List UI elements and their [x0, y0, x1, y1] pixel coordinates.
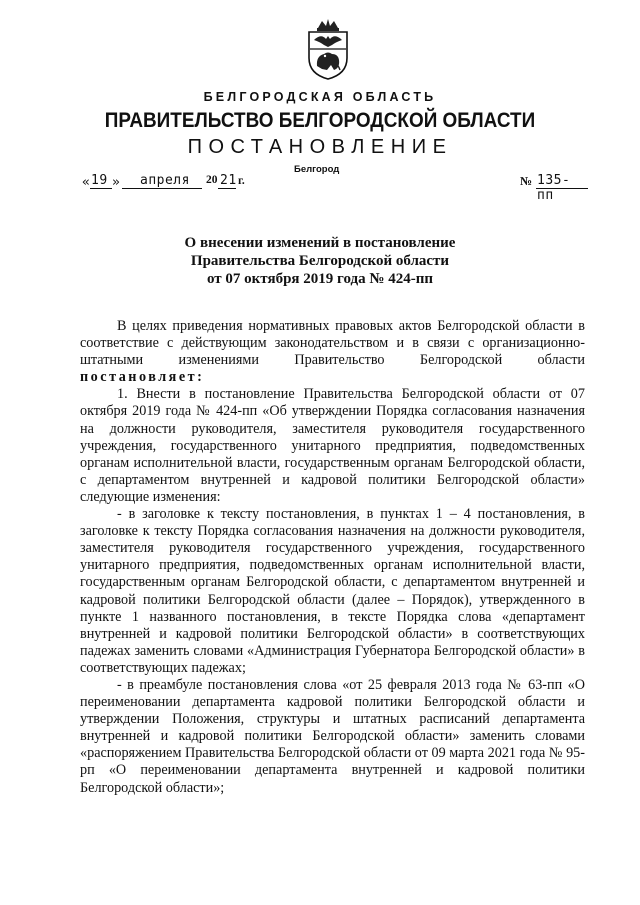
title-line: О внесении изменений в постановление: [184, 235, 456, 251]
document-title: [0, 234, 640, 288]
government-name: ПРАВИТЕЛЬСТВО БЕЛГОРОДСКОЙ ОБЛАСТИ: [104, 108, 536, 132]
resolves-word: постановляет:: [80, 369, 205, 386]
number-prefix: №: [520, 174, 533, 188]
item-paragraph: 1. Внести в постановление Правительства Белгородской области от 07 октября 2019 года № 424-пп «Об утверждении Порядка согласования назначения на должности руководителя, заместителя руководителя государственного учреждения, государственного унитарного предприятия, подведомственных органам исполнительной власти, государственным органам Белгородской области, с департаментом внутренней и кадровой политики Белгородской области» следующие изменения:: [80, 386, 585, 505]
date-year-prefix: 20: [206, 174, 218, 186]
date-quote-open: «: [82, 175, 91, 190]
document-body: [80, 318, 585, 797]
year-underline: [218, 188, 236, 189]
item-paragraph: - в преамбуле постановления слова «от 25 февраля 2013 года № 63-пп «О переименовании департамента кадровой политики Белгородской области и утверждении Положения, структуры и штатных расписаний департамента внутренней и кадровой политики Белгородской области» заменить словами «распоряжением Правительства Белгородской области от 09 марта 2021 года № 95-рп «О переименовании департамента внутренней и кадровой политики Белгородской области»;: [80, 676, 585, 796]
title-line: от 07 октября 2019 года № 424-пп: [206, 271, 433, 287]
coat-of-arms-icon: [304, 18, 352, 80]
date-month: апреля: [140, 173, 190, 188]
number-underline: [536, 188, 588, 189]
date-year-suffix: 21: [220, 173, 237, 188]
document-type: ПОСТАНОВЛЕНИЕ: [187, 136, 453, 158]
month-underline: [122, 188, 202, 189]
date-day: 19: [91, 173, 108, 188]
date-year-unit: г.: [238, 175, 245, 187]
day-underline: [90, 188, 112, 189]
city-name: Белгород: [294, 164, 340, 175]
preamble-paragraph: [80, 318, 585, 386]
title-line: Правительства Белгородской области: [190, 253, 450, 269]
region-name: БЕЛГОРОДСКАЯ ОБЛАСТЬ: [203, 90, 437, 104]
number-value: 135-пп: [537, 173, 571, 203]
date-quote-close: »: [112, 175, 121, 190]
item-paragraph: - в заголовке к тексту постановления, в пунктах 1 – 4 постановления, в заголовке к тексту Порядка согласования назначения на должности руководителя, заместителя руководителя государственного учреждения, государственного унитарного предприятия, подведомственных органам исполнительной власти, государственным органам Белгородской области, с департаментом внутренней и кадровой политики Белгородской области (далее – Порядок), утвержденного в пункте 1 названного постановления, в тексте Порядка слова «департамент внутренней и кадровой политики Белгородской области» в соответствующих падежах заменить словами «Администрация Губернатора Белгородской области» в соответствующих падежах;: [80, 506, 585, 676]
preamble-text: В целях приведения нормативных правовых актов Белгородской области в соответствие с действующим законодательством и в связи с организационно-штатными изменениями Правительство Белгородской области: [80, 318, 585, 369]
